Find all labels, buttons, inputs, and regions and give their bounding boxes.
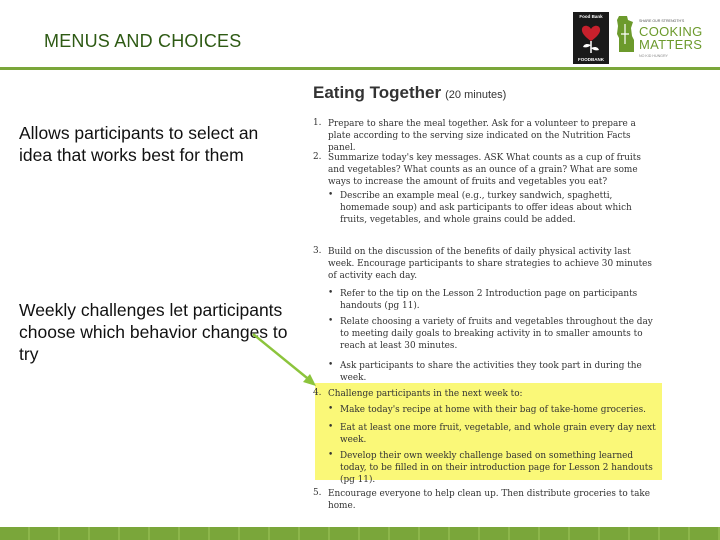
doc-subitem: Relate choosing a variety of fruits and vegetables throughout the day to meeting daily goals to breaking activity in to smaller amounts to reach at least 30 minutes. (340, 317, 653, 351)
bullet-dot: • (328, 190, 334, 200)
item-number: 5. (313, 488, 322, 498)
bullet-dot: • (328, 288, 334, 298)
item-number: 2. (313, 152, 322, 162)
doc-subtitle: (20 minutes) (445, 89, 507, 101)
doc-subitem: Eat at least one more fruit, vegetable, and whole grain every day next week. (340, 423, 656, 445)
doc-item: Build on the discussion of the benefits of daily physical activity last week. Encourage participants to share strategies to achieve 30 minutes of activity each day. (328, 247, 652, 281)
doc-item: Summarize today's key messages. ASK What counts as a cup of fruits and vegetables? What counts as an ounce of a grain? What are some ways to increase the amount of fruits and vegetables you eat? (328, 153, 641, 187)
doc-item: Encourage everyone to help clean up. Then distribute groceries to take home. (328, 489, 650, 511)
doc-subitem: Describe an example meal (e.g., turkey sandwich, spaghetti, homemade soup) and ask participants to offer ideas about which fruits, vegetables, and whole grains could be added. (340, 191, 632, 225)
footer-bar (0, 527, 720, 540)
slide-title: MENUS AND CHOICES (44, 31, 242, 51)
doc-item: Challenge participants in the next week to: (328, 389, 523, 399)
bullet-dot: • (328, 360, 334, 370)
cm-small-text: SHARE OUR STRENGTH'S (639, 19, 685, 23)
bullet-dot: • (328, 404, 334, 414)
food-logo-bottom-text: FOODBANK (578, 57, 604, 62)
item-number: 4. (313, 388, 322, 398)
doc-subitem: Make today's recipe at home with their bag of take-home groceries. (340, 405, 646, 415)
bullet-dot: • (328, 450, 334, 460)
doc-subitem: Develop their own weekly challenge based on something learned today, to be filled in on their introduction page for Lesson 2 handouts (pg 11). (340, 451, 653, 485)
food-logo-top-text: Food Bank (579, 14, 603, 19)
doc-subitem: Refer to the tip on the Lesson 2 Introduction page on participants handouts (pg 11). (340, 289, 638, 311)
cm-tagline: NO KID HUNGRY (639, 54, 668, 58)
bullet-weekly-challenges: Weekly challenges let participants choose which behavior changes to try (19, 300, 288, 364)
doc-title-text: Eating Together (313, 83, 442, 102)
cm-word-cooking: COOKING (639, 24, 703, 39)
doc-item: Prepare to share the meal together. Ask for a volunteer to prepare a plate according to the serving size indicated on the Nutrition Facts panel. (328, 119, 636, 153)
doc-subitem: Ask participants to share the activities they took part in during the week. (340, 361, 642, 383)
cm-word-matters: MATTERS (639, 37, 703, 52)
item-number: 1. (313, 118, 322, 128)
item-number: 3. (313, 246, 322, 256)
bullet-select-idea: Allows participants to select an idea that works best for them (19, 123, 259, 165)
bullet-dot: • (328, 422, 334, 432)
bullet-dot: • (328, 316, 334, 326)
